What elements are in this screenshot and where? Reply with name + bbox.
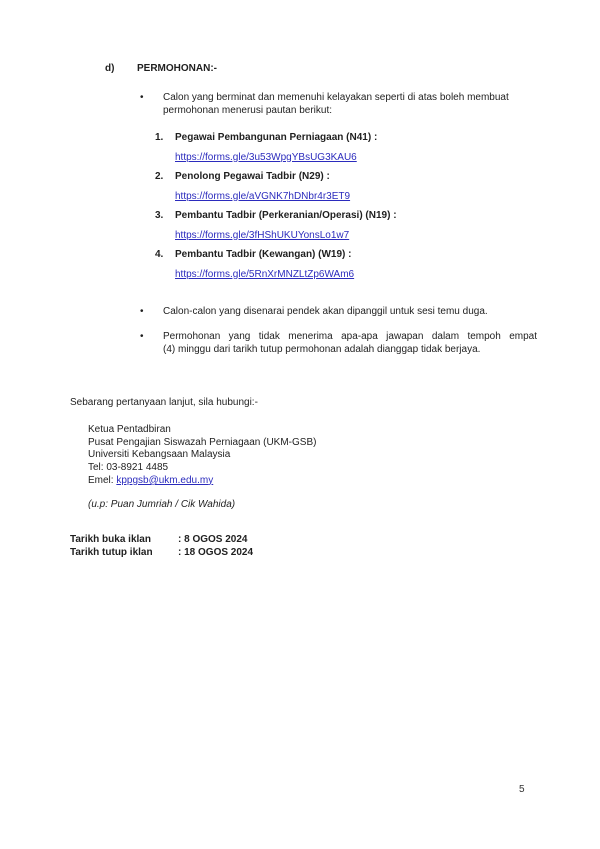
list-item bbox=[155, 206, 555, 226]
contact-intro: Sebarang pertanyaan lanjut, sila hubungi:- bbox=[70, 397, 258, 408]
contact-email-line bbox=[88, 475, 316, 488]
position-title: Pegawai Pembangunan Perniagaan (N41) : bbox=[175, 132, 378, 143]
page-number: 5 bbox=[519, 784, 525, 795]
position-title: Pembantu Tadbir (Kewangan) (W19) : bbox=[175, 249, 352, 260]
attention-line: (u.p: Puan Jumriah / Cik Wahida) bbox=[88, 499, 236, 510]
position-number: 2. bbox=[155, 171, 164, 182]
position-link[interactable]: https://forms.gle/5RnXrMNZLtZp6WAm6 bbox=[175, 268, 355, 280]
close-date-row bbox=[70, 547, 253, 560]
contact-email-label: Emel: bbox=[88, 474, 117, 486]
contact-email-link[interactable]: kppgsb@ukm.edu.my bbox=[116, 474, 214, 486]
close-date-value: : 18 OGOS 2024 bbox=[178, 546, 254, 558]
bullet-marker: • bbox=[140, 92, 144, 103]
close-date-label: Tarikh tutup iklan bbox=[70, 546, 153, 558]
list-item bbox=[175, 187, 555, 207]
list-item bbox=[175, 148, 555, 168]
advert-dates bbox=[70, 534, 253, 559]
intro-bullet-line-1: Calon yang berminat dan memenuhi kelayakan seperti di atas boleh membuat bbox=[163, 92, 509, 103]
open-date-row bbox=[70, 534, 253, 547]
section-title: PERMOHONAN:- bbox=[137, 63, 217, 74]
contact-phone: Tel: 03-8921 4485 bbox=[88, 462, 169, 474]
position-link[interactable]: https://forms.gle/aVGNK7hDNbr4r3ET9 bbox=[175, 190, 351, 202]
contact-block bbox=[88, 424, 316, 488]
no-reply-line-2: (4) minggu dari tarikh tutup permohonan adalah dianggap tidak berjaya. bbox=[163, 344, 481, 356]
position-list bbox=[155, 128, 555, 284]
section-heading bbox=[105, 62, 217, 75]
contact-organisation: Pusat Pengajian Siswazah Perniagaan (UKM-GSB) bbox=[88, 436, 317, 448]
open-date-value: : 8 OGOS 2024 bbox=[178, 534, 248, 545]
list-item bbox=[155, 167, 555, 187]
contact-university: Universiti Kebangsaan Malaysia bbox=[88, 449, 231, 461]
intro-bullet-line-2: permohonan menerusi pautan berikut: bbox=[163, 105, 332, 117]
intro-bullet-text bbox=[163, 91, 537, 118]
bullet-marker: • bbox=[140, 306, 144, 317]
list-item bbox=[155, 245, 555, 265]
position-link[interactable]: https://forms.gle/3fHShUKUYonsLo1w7 bbox=[175, 229, 350, 241]
contact-name: Ketua Pentadbiran bbox=[88, 424, 171, 435]
position-link[interactable]: https://forms.gle/3u53WpgYBsUG3KAU6 bbox=[175, 151, 357, 163]
list-item bbox=[155, 128, 555, 148]
position-title: Penolong Pegawai Tadbir (N29) : bbox=[175, 171, 330, 182]
section-label: d) bbox=[105, 63, 115, 74]
no-reply-line-1: Permohonan yang tidak menerima apa-apa jawapan dalam tempoh empat bbox=[163, 331, 537, 342]
list-item bbox=[175, 265, 555, 285]
position-title: Pembantu Tadbir (Perkeranian/Operasi) (N19) : bbox=[175, 210, 397, 221]
no-reply-bullet-text bbox=[163, 330, 537, 357]
position-number: 4. bbox=[155, 249, 164, 260]
list-item bbox=[175, 226, 555, 246]
position-number: 3. bbox=[155, 210, 164, 221]
bullet-marker: • bbox=[140, 331, 144, 342]
open-date-label: Tarikh buka iklan bbox=[70, 534, 151, 545]
shortlist-bullet-text: Calon-calon yang disenarai pendek akan dipanggil untuk sesi temu duga. bbox=[163, 306, 488, 317]
position-number: 1. bbox=[155, 132, 164, 143]
